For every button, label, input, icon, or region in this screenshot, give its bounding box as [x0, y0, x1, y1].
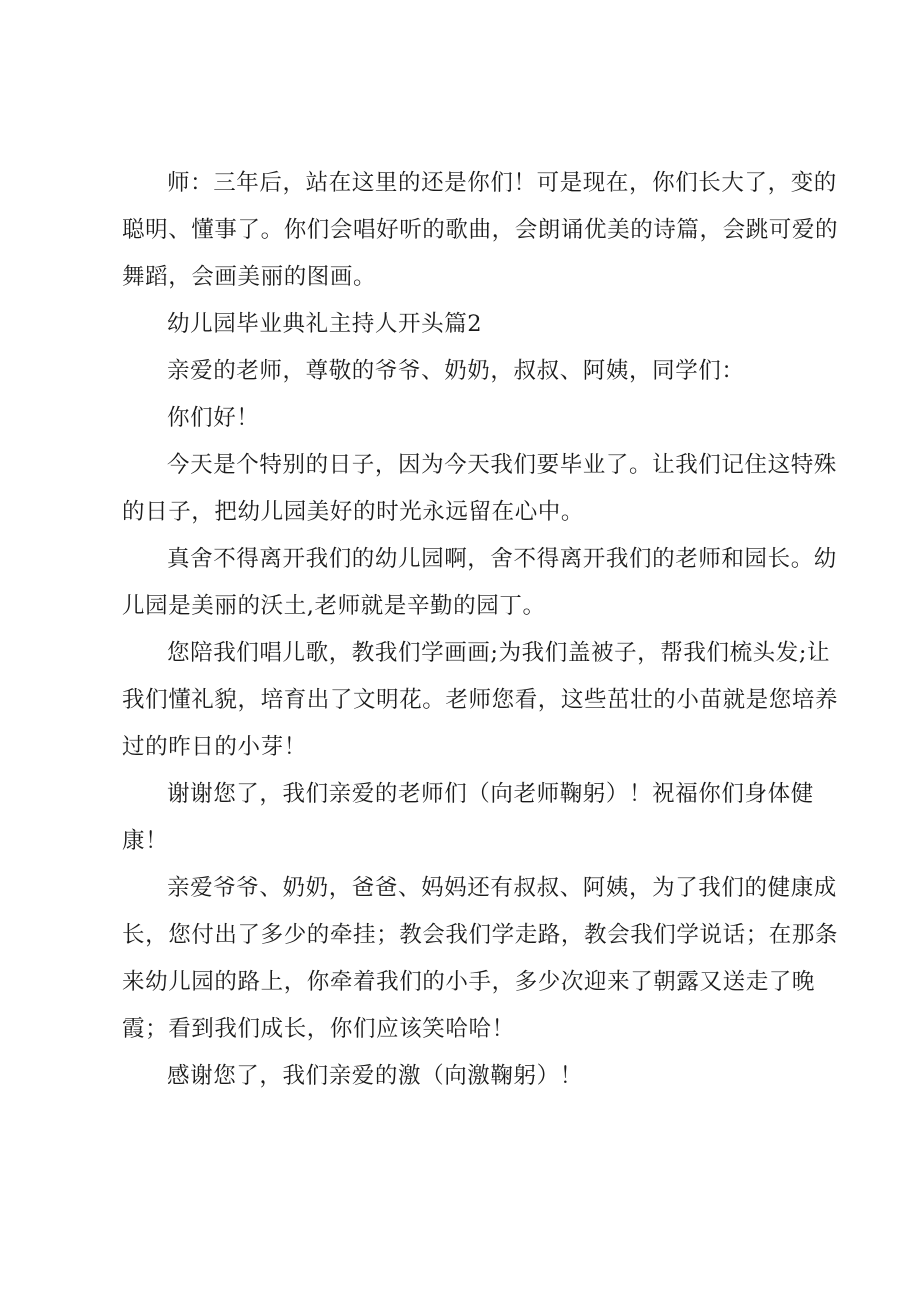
paragraph-reluctant-leave: 真舍不得离开我们的幼儿园啊，舍不得离开我们的老师和园长。幼儿园是美丽的沃土,老师就是辛勤的园丁。: [122, 546, 837, 619]
paragraph-hello: 你们好！: [167, 405, 260, 431]
section-heading: 幼儿园毕业典礼主持人开头篇2: [167, 311, 483, 337]
paragraph-final-thanks: 感谢您了，我们亲爱的激（向激鞠躬）！: [167, 1063, 583, 1089]
paragraph-special-day: 今天是个特别的日子，因为今天我们要毕业了。让我们记住这特殊的日子，把幼儿园美好的时光永远留在心中。: [122, 452, 837, 525]
paragraph-thanks-teachers: 谢谢您了，我们亲爱的老师们（向老师鞠躬）！祝福你们身体健康！: [122, 781, 814, 854]
paragraph-teacher-line: 师：三年后，站在这里的还是你们！可是现在，你们长大了，变的聪明、懂事了。你们会唱好听的歌曲，会朗诵优美的诗篇，会跳可爱的舞蹈，会画美丽的图画。: [122, 170, 839, 290]
paragraph-greeting-audience: 亲爱的老师，尊敬的爷爷、奶奶，叔叔、阿姨，同学们：: [167, 358, 745, 384]
paragraph-teacher-care: 您陪我们唱儿歌，教我们学画画;为我们盖被子，帮我们梳头发;让我们懂礼貌，培育出了文明花。老师您看，这些茁壮的小苗就是您培养过的昨日的小芽！: [122, 640, 839, 760]
paragraph-thanks-family: 亲爱爷爷、奶奶，爸爸、妈妈还有叔叔、阿姨，为了我们的健康成长，您付出了多少的牵挂；教会我们学走路，教会我们学说话；在那条来幼儿园的路上，你牵着我们的小手，多少次迎来了朝露又送走了晚霞；看到我们成长，你们应该笑哈哈！: [122, 875, 839, 1042]
document-body: [122, 160, 842, 1100]
